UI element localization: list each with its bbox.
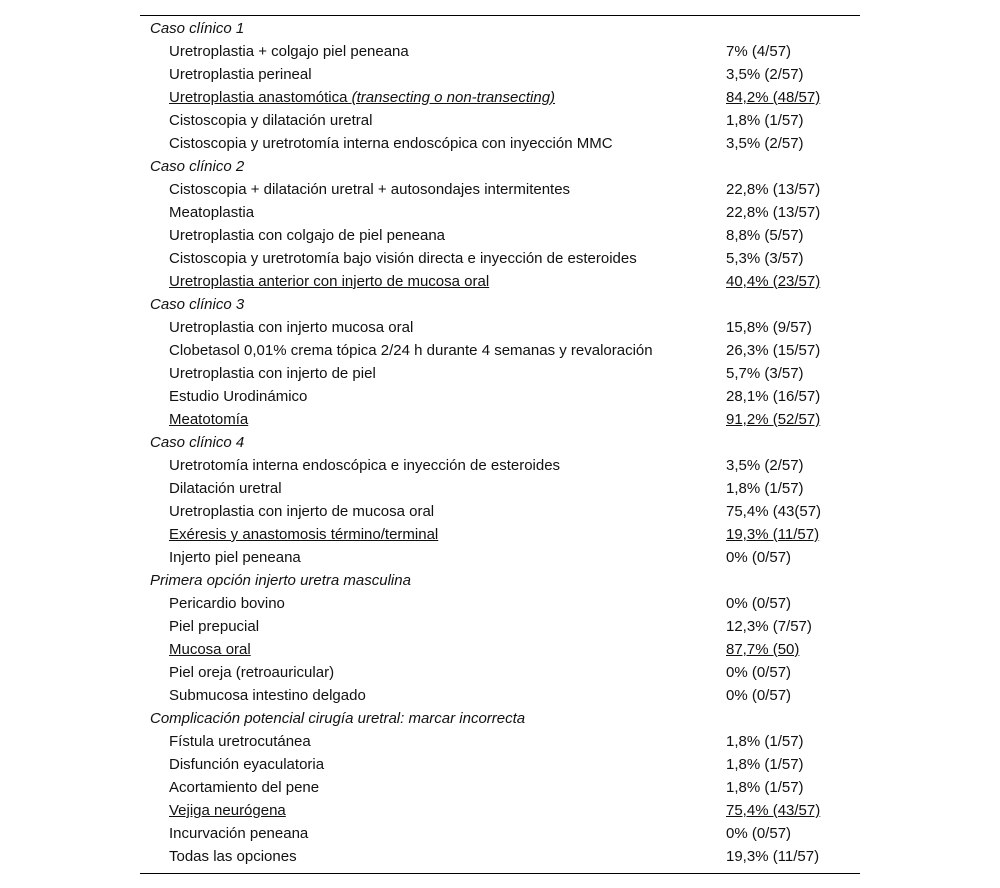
option-value: 1,8% (1/57)	[726, 480, 804, 497]
option-label	[169, 109, 372, 132]
option-label	[169, 661, 334, 684]
option-value: 75,4% (43(57)	[726, 503, 822, 520]
option-label-text: Meatoplastia	[169, 204, 255, 221]
option-label	[169, 523, 438, 546]
option-label	[169, 86, 555, 109]
option-label-text: Todas las opciones	[169, 848, 297, 865]
option-label	[169, 730, 311, 753]
table-row	[140, 385, 860, 408]
option-label	[169, 684, 366, 707]
option-label	[169, 270, 489, 293]
option-value: 19,3% (11/57)	[726, 848, 820, 865]
option-label-text: Incurvación peneana	[169, 825, 309, 842]
option-value: 5,3% (3/57)	[726, 250, 804, 267]
option-value: 3,5% (2/57)	[726, 135, 804, 152]
option-label-text: Uretroplastia + colgajo piel peneana	[169, 43, 409, 60]
table-row	[140, 63, 860, 86]
option-label	[169, 316, 413, 339]
table-row	[140, 684, 860, 707]
option-label-text: Estudio Urodinámico	[169, 388, 308, 405]
option-value: 22,8% (13/57)	[726, 204, 821, 221]
table-row	[140, 822, 860, 845]
section-title: Caso clínico 1	[150, 20, 245, 37]
option-label-text: Cistoscopia y uretrotomía bajo visión directa e inyección de esteroides	[169, 250, 637, 267]
option-label	[169, 822, 308, 845]
table-row	[140, 776, 860, 799]
option-label	[169, 201, 254, 224]
option-value: 0% (0/57)	[726, 549, 792, 566]
option-value: 1,8% (1/57)	[726, 733, 804, 750]
option-label-text: Submucosa intestino delgado	[169, 687, 366, 704]
option-label-text: Piel oreja (retroauricular)	[169, 664, 335, 681]
table-row	[140, 546, 860, 569]
option-label-text: Cistoscopia y dilatación uretral	[169, 112, 373, 129]
table-row	[140, 339, 860, 362]
section-title: Caso clínico 4	[150, 434, 245, 451]
section-title: Caso clínico 2	[150, 158, 245, 175]
option-value: 1,8% (1/57)	[726, 779, 804, 796]
option-value: 87,7% (50)	[726, 641, 800, 658]
option-value: 84,2% (48/57)	[726, 89, 821, 106]
option-value: 0% (0/57)	[726, 664, 792, 681]
option-value: 7% (4/57)	[726, 43, 792, 60]
option-label	[169, 40, 409, 63]
option-label	[169, 408, 248, 431]
table-row	[140, 247, 860, 270]
option-value: 40,4% (23/57)	[726, 273, 821, 290]
option-label-text: Uretroplastia con injerto mucosa oral	[169, 319, 414, 336]
table-row	[140, 132, 860, 155]
option-label	[169, 546, 301, 569]
option-value: 0% (0/57)	[726, 825, 792, 842]
table-row	[140, 661, 860, 684]
section-title: Primera opción injerto uretra masculina	[150, 572, 411, 589]
option-value: 1,8% (1/57)	[726, 756, 804, 773]
table-row	[140, 477, 860, 500]
option-label-text: Injerto piel peneana	[169, 549, 301, 566]
option-value: 22,8% (13/57)	[726, 181, 821, 198]
option-label-text: Uretroplastia con colgajo de piel peneana	[169, 227, 446, 244]
option-value: 75,4% (43/57)	[726, 802, 821, 819]
option-label	[169, 362, 376, 385]
option-label-text: Uretroplastia anastomótica	[169, 89, 352, 106]
table-row	[140, 316, 860, 339]
option-value: 5,7% (3/57)	[726, 365, 804, 382]
option-label-text: Fístula uretrocutánea	[169, 733, 311, 750]
option-value: 1,8% (1/57)	[726, 112, 804, 129]
table-row	[140, 753, 860, 776]
section-title: Complicación potencial cirugía uretral: marcar incorrecta	[150, 710, 526, 727]
option-label	[169, 454, 560, 477]
table-row	[140, 638, 860, 661]
table-row	[140, 178, 860, 201]
option-label-text: Exéresis y anastomosis término/terminal	[169, 526, 439, 543]
option-label-text: Uretroplastia anterior con injerto de mucosa oral	[169, 273, 490, 290]
option-value: 0% (0/57)	[726, 687, 792, 704]
table-row	[140, 109, 860, 132]
table-row	[140, 224, 860, 247]
table-row	[140, 40, 860, 63]
table-row	[140, 730, 860, 753]
option-label-text: Clobetasol 0,01% crema tópica 2/24 h durante 4 semanas y revaloración	[169, 342, 653, 359]
option-label-text: Dilatación uretral	[169, 480, 282, 497]
option-label-text: Vejiga neurógena	[169, 802, 286, 819]
option-label	[169, 63, 312, 86]
option-label	[169, 385, 307, 408]
option-label-text: Meatotomía	[169, 411, 249, 428]
table-row	[140, 408, 860, 431]
option-value: 3,5% (2/57)	[726, 66, 804, 83]
table-row	[140, 454, 860, 477]
option-value: 19,3% (11/57)	[726, 526, 820, 543]
option-label-text: Uretroplastia perineal	[169, 66, 312, 83]
option-label	[169, 224, 445, 247]
option-label-italic: (transecting o non-transecting)	[351, 89, 556, 106]
option-value: 15,8% (9/57)	[726, 319, 812, 336]
option-label	[169, 500, 434, 523]
table-row	[140, 86, 860, 109]
option-label	[169, 132, 613, 155]
option-label	[169, 339, 653, 362]
table-row	[140, 799, 860, 822]
option-label	[169, 247, 637, 270]
option-value: 91,2% (52/57)	[726, 411, 821, 428]
option-label-text: Disfunción eyaculatoria	[169, 756, 325, 773]
section-title: Caso clínico 3	[150, 296, 245, 313]
option-label-text: Uretrotomía interna endoscópica e inyección de esteroides	[169, 457, 561, 474]
table-row	[140, 615, 860, 638]
option-label	[169, 638, 251, 661]
option-label-text: Pericardio bovino	[169, 595, 285, 612]
option-label	[169, 753, 324, 776]
table-row	[140, 362, 860, 385]
option-value: 0% (0/57)	[726, 595, 792, 612]
option-value: 28,1% (16/57)	[726, 388, 821, 405]
survey-results-table	[140, 15, 860, 874]
option-label	[169, 776, 319, 799]
option-value: 3,5% (2/57)	[726, 457, 804, 474]
table-row	[140, 201, 860, 224]
option-label	[169, 845, 297, 868]
option-label-text: Uretroplastia con injerto de mucosa oral	[169, 503, 435, 520]
option-label	[169, 592, 285, 615]
option-label	[169, 477, 282, 500]
option-label	[169, 799, 286, 822]
table-row	[140, 500, 860, 523]
option-label-text: Uretroplastia con injerto de piel	[169, 365, 376, 382]
option-value: 8,8% (5/57)	[726, 227, 804, 244]
table-row	[140, 270, 860, 293]
table-row	[140, 523, 860, 546]
option-value: 12,3% (7/57)	[726, 618, 812, 635]
option-label-text: Mucosa oral	[169, 641, 251, 658]
option-label-text: Acortamiento del pene	[169, 779, 320, 796]
option-label	[169, 178, 570, 201]
option-label-text: Cistoscopia + dilatación uretral + autosondajes intermitentes	[169, 181, 571, 198]
table-row	[140, 845, 860, 868]
option-value: 26,3% (15/57)	[726, 342, 821, 359]
option-label-text: Piel prepucial	[169, 618, 260, 635]
option-label	[169, 615, 259, 638]
option-label-text: Cistoscopia y uretrotomía interna endoscópica con inyección MMC	[169, 135, 613, 152]
table-row	[140, 592, 860, 615]
